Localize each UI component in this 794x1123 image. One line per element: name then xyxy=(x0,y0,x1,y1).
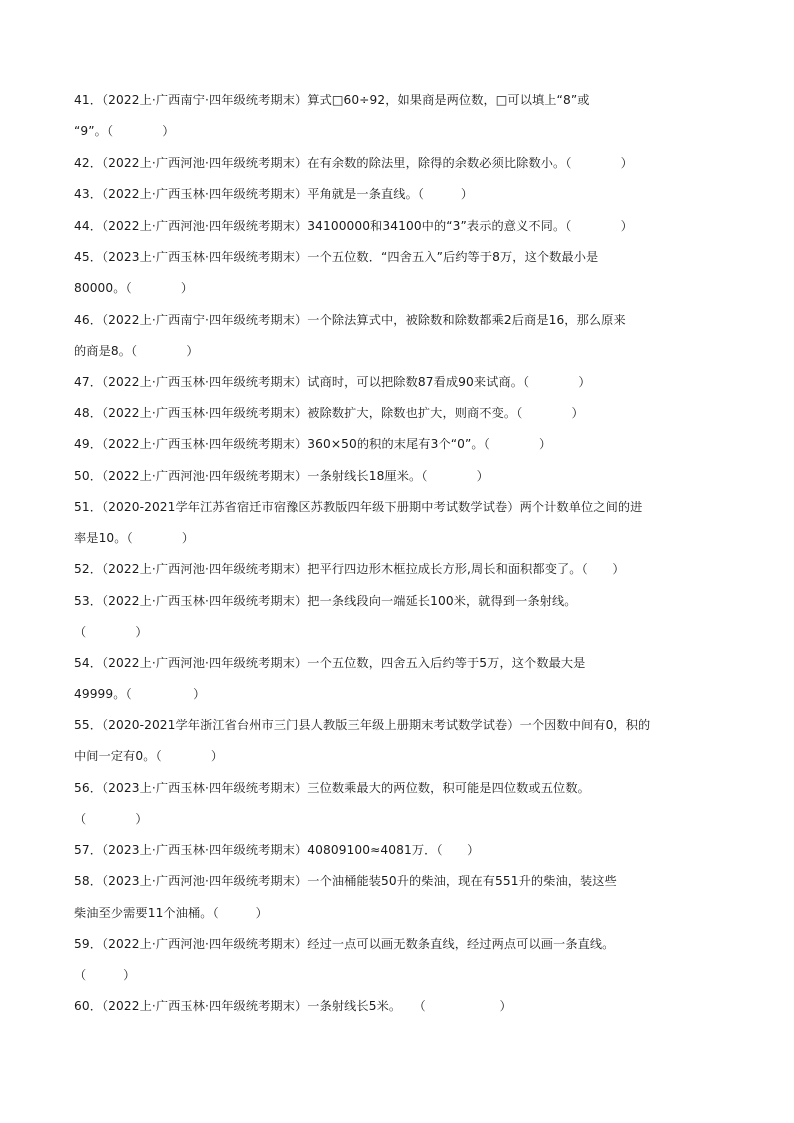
question-45-line-2: 80000。（ ） xyxy=(74,281,194,295)
question-42: 42．（2022上·广西河池·四年级统考期末）在有余数的除法里，除得的余数必须比除数小。（ ） xyxy=(74,156,633,170)
question-45-line-1: 45．（2023上·广西玉林·四年级统考期末）一个五位数．“四舍五入”后约等于8万，这个数最小是 xyxy=(74,250,599,264)
question-57: 57．（2023上·广西玉林·四年级统考期末）40809100≈4081万．（ ） xyxy=(74,843,480,857)
question-58-line-1: 58．（2023上·广西河池·四年级统考期末）一个油桶能装50升的柴油，现在有551升的柴油，装这些 xyxy=(74,874,617,888)
question-56-line-1: 56．（2023上·广西玉林·四年级统考期末）三位数乘最大的两位数，积可能是四位数或五位数。 xyxy=(74,781,590,795)
question-43: 43．（2022上·广西玉林·四年级统考期末）平角就是一条直线。（ ） xyxy=(74,187,474,201)
question-59-line-1: 59．（2022上·广西河池·四年级统考期末）经过一点可以画无数条直线，经过两点可以画一条直线。 xyxy=(74,937,615,951)
question-56-line-2: （ ） xyxy=(74,812,148,826)
question-60: 60．（2022上·广西玉林·四年级统考期末）一条射线长5米。 （ ） xyxy=(74,999,512,1013)
question-50: 50．（2022上·广西河池·四年级统考期末）一条射线长18厘米。（ ） xyxy=(74,469,489,483)
question-55-line-2: 中间一定有0。（ ） xyxy=(74,749,224,763)
question-54-line-2: 49999。（ ） xyxy=(74,687,206,701)
question-46-line-1: 46．（2022上·广西南宁·四年级统考期末）一个除法算式中，被除数和除数都乘2后商是16，那么原来 xyxy=(74,313,626,327)
question-59-line-2: （ ） xyxy=(74,968,136,982)
question-49: 49．（2022上·广西玉林·四年级统考期末）360×50的积的末尾有3个“0”。（ ） xyxy=(74,437,552,451)
question-55-line-1: 55．（2020-2021学年浙江省台州市三门县人教版三年级上册期末考试数学试卷）一个因数中间有0，积的 xyxy=(74,718,651,732)
question-51-line-1: 51．（2020-2021学年江苏省宿迁市宿豫区苏教版四年级下册期中考试数学试卷）两个计数单位之间的进 xyxy=(74,500,643,514)
question-47: 47．（2022上·广西玉林·四年级统考期末）试商时，可以把除数87看成90来试商。（ ） xyxy=(74,375,591,389)
question-41-line-1: 41．（2022上·广西南宁·四年级统考期末）算式□60÷92，如果商是两位数，□可以填上“8”或 xyxy=(74,93,590,107)
question-58-line-2: 柴油至少需要11个油桶。（ ） xyxy=(74,906,268,920)
question-44: 44．（2022上·广西河池·四年级统考期末）34100000和34100中的“3”表示的意义不同。（ ） xyxy=(74,219,633,233)
question-53-line-2: （ ） xyxy=(74,625,148,639)
question-46-line-2: 的商是8。（ ） xyxy=(74,344,199,358)
question-54-line-1: 54．（2022上·广西河池·四年级统考期末）一个五位数，四舍五入后约等于5万，这个数最大是 xyxy=(74,656,586,670)
question-53-line-1: 53．（2022上·广西玉林·四年级统考期末）把一条线段向一端延长100米，就得到一条射线。 xyxy=(74,594,577,608)
question-51-line-2: 率是10。（ ） xyxy=(74,531,195,545)
question-41-line-2: “9”。（ ） xyxy=(74,124,175,138)
question-52: 52．（2022上·广西河池·四年级统考期末）把平行四边形木框拉成长方形,周长和面积都变了。（ ） xyxy=(74,562,625,576)
question-48: 48．（2022上·广西玉林·四年级统考期末）被除数扩大，除数也扩大，则商不变。（ ） xyxy=(74,406,584,420)
